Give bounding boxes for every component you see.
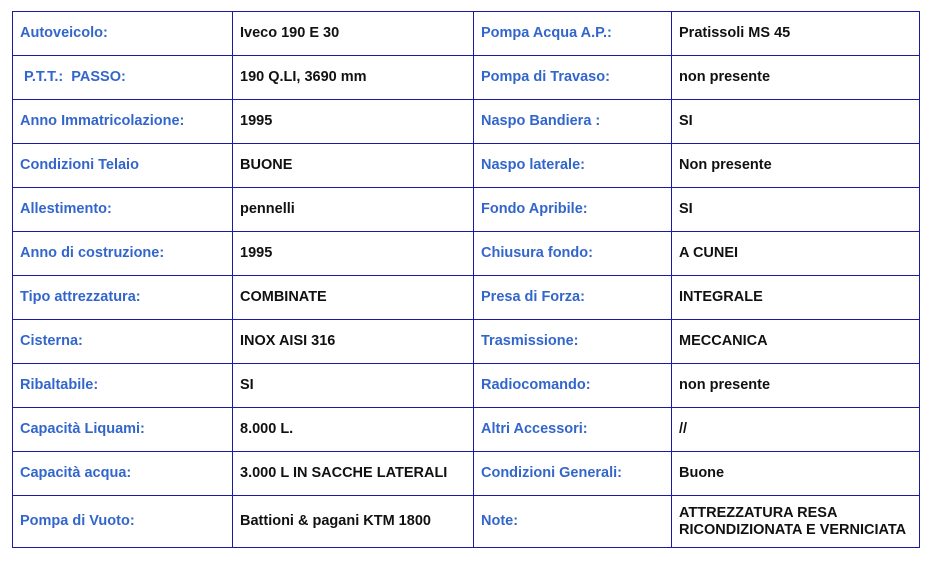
spec-value: INTEGRALE — [672, 276, 920, 320]
spec-value: pennelli — [233, 188, 474, 232]
spec-value: MECCANICA — [672, 320, 920, 364]
spec-label: Pompa Acqua A.P.: — [474, 12, 672, 56]
spec-label: Allestimento: — [13, 188, 233, 232]
table-row — [13, 496, 920, 548]
spec-value: Iveco 190 E 30 — [233, 12, 474, 56]
table-row — [13, 56, 920, 100]
spec-label: Anno Immatricolazione: — [13, 100, 233, 144]
spec-label: Chiusura fondo: — [474, 232, 672, 276]
spec-label: Pompa di Travaso: — [474, 56, 672, 100]
spec-value: INOX AISI 316 — [233, 320, 474, 364]
spec-value: 1995 — [233, 232, 474, 276]
spec-label: Condizioni Telaio — [13, 144, 233, 188]
spec-label: P.T.T.: PASSO: — [13, 56, 233, 100]
spec-label: Capacità Liquami: — [13, 408, 233, 452]
spec-value: Buone — [672, 452, 920, 496]
spec-label: Naspo Bandiera : — [474, 100, 672, 144]
table-row — [13, 320, 920, 364]
spec-value: SI — [233, 364, 474, 408]
spec-label: Condizioni Generali: — [474, 452, 672, 496]
spec-value: non presente — [672, 364, 920, 408]
spec-label: Altri Accessori: — [474, 408, 672, 452]
spec-label: Presa di Forza: — [474, 276, 672, 320]
spec-value: 190 Q.LI, 3690 mm — [233, 56, 474, 100]
spec-label: Fondo Apribile: — [474, 188, 672, 232]
spec-value: // — [672, 408, 920, 452]
table-row — [13, 144, 920, 188]
spec-label: Trasmissione: — [474, 320, 672, 364]
spec-label: Radiocomando: — [474, 364, 672, 408]
spec-label: Capacità acqua: — [13, 452, 233, 496]
spec-label: Autoveicolo: — [13, 12, 233, 56]
spec-value: BUONE — [233, 144, 474, 188]
spec-value: SI — [672, 100, 920, 144]
spec-value: Non presente — [672, 144, 920, 188]
table-row — [13, 276, 920, 320]
spec-value: Pratissoli MS 45 — [672, 12, 920, 56]
spec-label: Tipo attrezzatura: — [13, 276, 233, 320]
spec-label: Ribaltabile: — [13, 364, 233, 408]
spec-value: 8.000 L. — [233, 408, 474, 452]
table-row — [13, 12, 920, 56]
table-row — [13, 364, 920, 408]
table-row — [13, 100, 920, 144]
table-row — [13, 452, 920, 496]
table-row — [13, 188, 920, 232]
spec-value: COMBINATE — [233, 276, 474, 320]
spec-value: A CUNEI — [672, 232, 920, 276]
spec-value: non presente — [672, 56, 920, 100]
spec-value: SI — [672, 188, 920, 232]
spec-value: Battioni & pagani KTM 1800 — [233, 496, 474, 548]
spec-label: Cisterna: — [13, 320, 233, 364]
spec-value: 1995 — [233, 100, 474, 144]
spec-value: ATTREZZATURA RESA RICONDIZIONATA E VERNICIATA — [672, 496, 920, 548]
table-row — [13, 408, 920, 452]
table-row — [13, 232, 920, 276]
spec-label: Anno di costruzione: — [13, 232, 233, 276]
vehicle-spec-table — [12, 11, 920, 548]
spec-label: Note: — [474, 496, 672, 548]
spec-label: Pompa di Vuoto: — [13, 496, 233, 548]
spec-value: 3.000 L IN SACCHE LATERALI — [233, 452, 474, 496]
spec-label: Naspo laterale: — [474, 144, 672, 188]
